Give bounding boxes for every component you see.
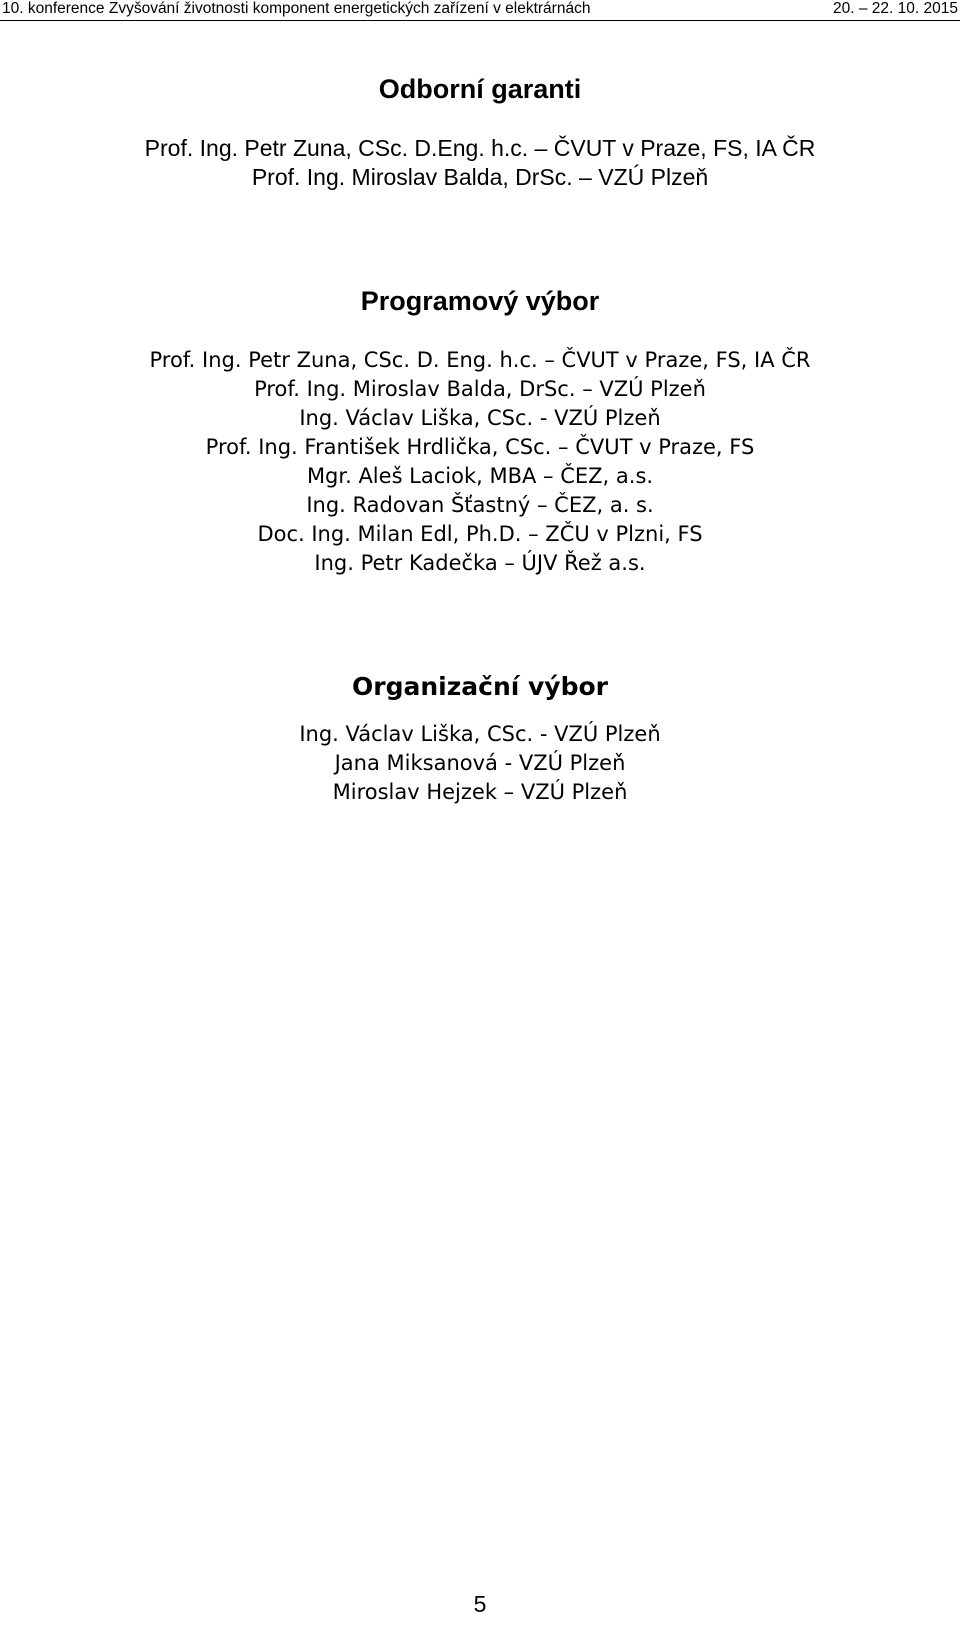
- member-line: Prof. Ing. Petr Zuna, CSc. D. Eng. h.c. – ČVUT v Praze, FS, IA ČR: [149, 348, 811, 372]
- member-line: Miroslav Hejzek – VZÚ Plzeň: [332, 780, 628, 804]
- member-line: Mgr. Aleš Laciok, MBA – ČEZ, a.s.: [306, 464, 654, 488]
- member-line: Prof. Ing. František Hrdlička, CSc. – ČVUT v Praze, FS: [205, 435, 755, 459]
- member-line: Ing. Václav Liška, CSc. - VZÚ Plzeň: [299, 406, 661, 430]
- section-organizacni-vybor: [0, 670, 960, 807]
- member-line: Doc. Ing. Milan Edl, Ph.D. – ZČU v Plzni, FS: [257, 522, 703, 546]
- member-line: Ing. Václav Liška, CSc. - VZÚ Plzeň: [299, 722, 661, 746]
- conference-title: 10. konference Zvyšování životnosti komponent energetických zařízení v elektrárnách: [2, 0, 591, 17]
- member-list: [0, 346, 960, 578]
- member-line: Jana Miksanová - VZÚ Plzeň: [334, 751, 626, 775]
- member-line: Prof. Ing. Miroslav Balda, DrSc. – VZÚ Plzeň: [254, 377, 706, 401]
- section-title: Organizační výbor: [351, 672, 609, 701]
- running-header: [0, 0, 960, 21]
- section-programovy-vybor: [0, 284, 960, 578]
- section-odborni-garanti: [0, 72, 960, 192]
- page-number: 5: [473, 1591, 487, 1617]
- member-line: Ing. Petr Kadečka – ÚJV Řež a.s.: [314, 551, 646, 575]
- member-line: Prof. Ing. Miroslav Balda, DrSc. – VZÚ Plzeň: [251, 164, 709, 190]
- section-title: Odborní garanti: [378, 74, 582, 104]
- section-title: Programový výbor: [360, 286, 600, 316]
- member-line: Ing. Radovan Šťastný – ČEZ, a. s.: [306, 493, 654, 517]
- conference-dates: 20. – 22. 10. 2015: [833, 0, 958, 17]
- member-list: [0, 720, 960, 807]
- member-list: [0, 134, 960, 192]
- member-line: Prof. Ing. Petr Zuna, CSc. D.Eng. h.c. – ČVUT v Praze, FS, IA ČR: [144, 135, 816, 161]
